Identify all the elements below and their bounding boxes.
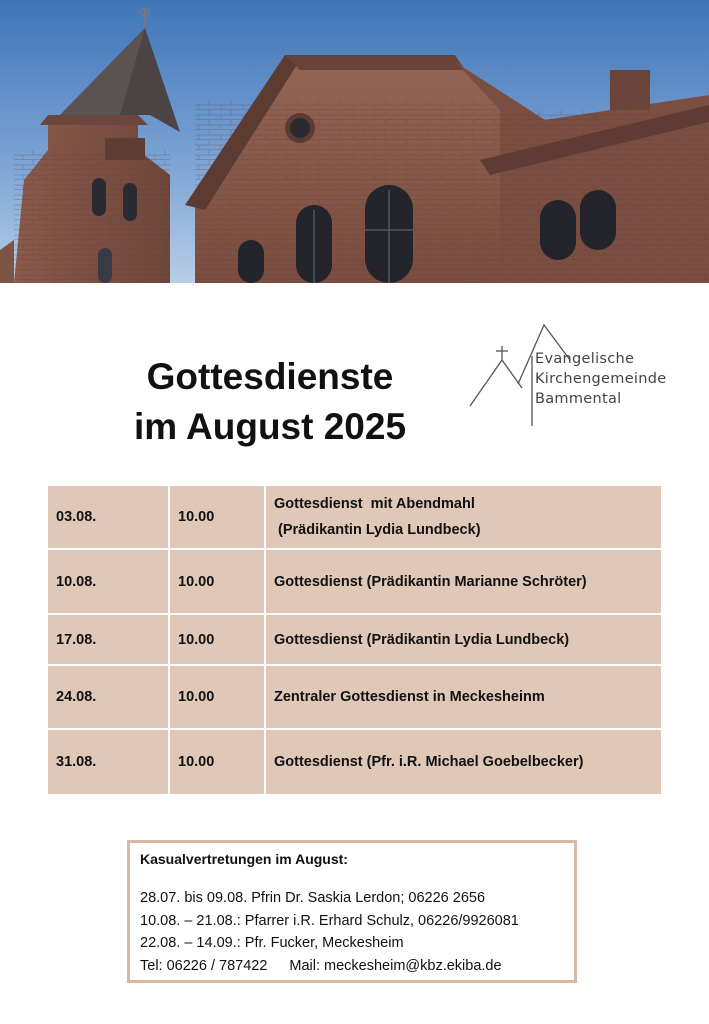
casual-line: 22.08. – 14.09.: Pfr. Fucker, Meckesheim	[140, 935, 404, 951]
service-description	[265, 729, 662, 795]
contact-line	[140, 955, 564, 978]
table-row	[47, 485, 662, 549]
table-row	[47, 729, 662, 795]
service-time: 10.00	[169, 665, 265, 729]
service-date: 10.08.	[47, 549, 169, 614]
service-date: 03.08.	[47, 485, 169, 549]
table-row	[47, 665, 662, 729]
title-line-1: Gottesdienste	[146, 356, 394, 397]
table-row	[47, 614, 662, 665]
casual-line: 28.07. bis 09.08. Pfrin Dr. Saskia Lerdon; 06226 2656	[140, 890, 486, 906]
service-description-line: Gottesdienst (Prädikantin Lydia Lundbeck)	[274, 631, 570, 648]
service-description	[265, 614, 662, 665]
casual-line: 10.08. – 21.08.: Pfarrer i.R. Erhard Schulz, 06226/9926081	[140, 912, 519, 929]
casual-heading: Kasualvertretungen im August:	[140, 851, 348, 867]
title-line-2: im August 2025	[133, 406, 407, 447]
contact-email: Mail: meckesheim@kbz.ekiba.de	[289, 957, 502, 974]
service-description-line: Gottesdienst (Prädikantin Marianne Schröter)	[274, 573, 587, 590]
service-date: 24.08.	[47, 665, 169, 729]
logo-line-2: Kirchengemeinde	[535, 371, 667, 387]
service-time: 10.00	[169, 485, 265, 549]
service-time: 10.00	[169, 729, 265, 795]
contact-phone: Tel: 06226 / 787422	[140, 957, 268, 974]
table-row	[47, 549, 662, 614]
logo-line-1: Evangelische	[535, 351, 635, 367]
service-description-line: Gottesdienst (Pfr. i.R. Michael Goebelbecker)	[274, 754, 584, 770]
logo-line-3: Bammental	[535, 391, 622, 407]
service-description-line: (Prädikantin Lydia Lundbeck)	[274, 522, 481, 538]
church-photo-icon	[0, 0, 709, 283]
church-photo	[0, 0, 709, 283]
page-title	[100, 352, 440, 452]
service-description-line: Zentraler Gottesdienst in Meckesheinm	[274, 689, 545, 705]
service-time: 10.00	[169, 549, 265, 614]
service-date: 17.08.	[47, 614, 169, 665]
services-table	[46, 484, 663, 796]
casual-substitutions-box	[127, 840, 577, 983]
service-description-line: Gottesdienst mit Abendmahl	[274, 496, 475, 512]
service-description	[265, 665, 662, 729]
service-time: 10.00	[169, 614, 265, 665]
service-description	[265, 549, 662, 614]
service-date: 31.08.	[47, 729, 169, 795]
service-description	[265, 485, 662, 549]
